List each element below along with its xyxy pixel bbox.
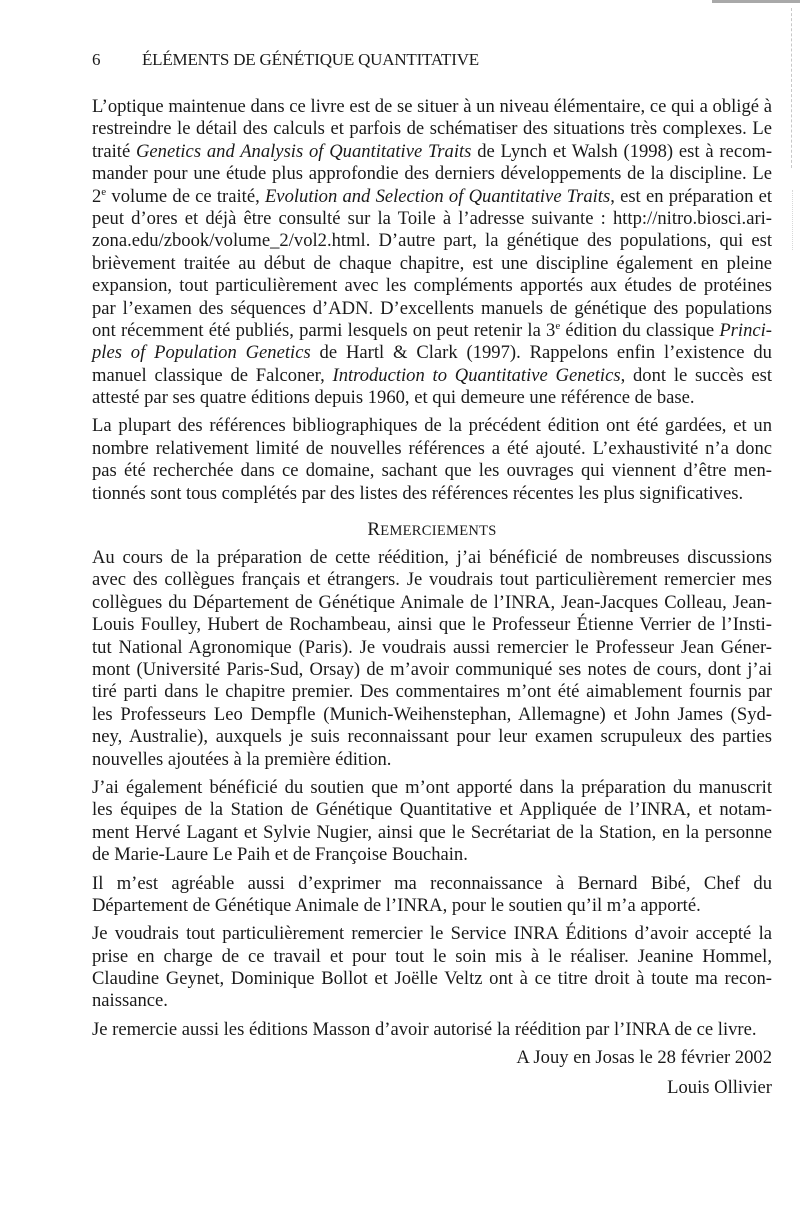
text-line: pas été recherchée dans ce domaine, sachant que les ouvrages qui viennent d’être men-	[92, 460, 772, 482]
text-line: J’ai également bénéficié du soutien que m’ont apporté dans la préparation du manuscrit	[92, 776, 772, 798]
text-line: les équipes de la Station de Génétique Quantitative et Appliquée de l’INRA, et notam-	[92, 799, 772, 821]
page-body	[92, 96, 772, 1099]
text-line: Il m’est agréable aussi d’exprimer ma reconnaissance à Bernard Bibé, Chef du	[92, 872, 772, 894]
scan-edge-bar	[712, 0, 800, 3]
text-line: nombre relativement limité de nouvelles références a été ajouté. L’exhaustivité n’a donc	[92, 437, 772, 459]
text-line: zona.edu/zbook/volume_2/vol2.html. D’autre part, la génétique des populations, qui est	[92, 230, 772, 252]
paragraph	[92, 415, 772, 505]
text-line: les Professeurs Leo Dempfle (Munich-Weihenstephan, Allemagne) et John James (Syd-	[92, 703, 772, 725]
signature-block	[92, 1047, 772, 1099]
text-line: Je remercie aussi les éditions Masson d’avoir autorisé la réédition par l’INRA de ce livre.	[92, 1018, 757, 1040]
text-line: mont (Université Paris-Sud, Orsay) de m’avoir communiqué ses notes de cours, dont j’ai	[92, 658, 772, 680]
italic-title: Princi-	[719, 319, 772, 341]
text-line: tut National Agronomique (Paris). Je voudrais aussi remercier le Professeur Jean Géner-	[92, 636, 772, 658]
text-line: nouvelles ajoutées à la première édition.	[92, 748, 392, 770]
thanks-section	[92, 547, 772, 1041]
italic-title: Introduction to Quantitative Genetics	[332, 364, 621, 386]
text-line: Claudine Geynet, Dominique Bollot et Joëlle Veltz ont à ce titre droit à toute ma recon-	[92, 968, 772, 990]
text-line: peut d’ores et déjà être consulté sur la Toile à l’adresse suivante : http://nitro.biosci.ari-	[92, 207, 772, 229]
paragraph	[92, 777, 772, 867]
text-line: manuel classique de Falconer, Introduction to Quantitative Genetics, dont le succès est	[92, 364, 772, 386]
text-line: ont récemment été publiés, parmi lesquels on peut retenir la 3e édition du classique Princi-	[92, 319, 772, 341]
text-line: traité Genetics and Analysis of Quantitative Traits de Lynch et Walsh (1998) est à recom-	[92, 140, 773, 162]
italic-title: Evolution and Selection of Quantitative Traits	[264, 185, 611, 207]
text-line: ples of Population Genetics de Hartl & Clark (1997). Rappelons enfin l’existence du	[92, 342, 772, 364]
text-line: brièvement traitée au début de chaque chapitre, est une discipline également en pleine	[92, 252, 772, 274]
italic-title: ples of Population Genetics	[92, 342, 311, 364]
running-head	[92, 50, 479, 70]
text-line: La plupart des références bibliographiques de la précédent édition ont été gardées, et un	[92, 415, 772, 437]
text-line: attesté par ses quatre éditions depuis 1960, et qui demeure une référence de base.	[92, 387, 695, 409]
page-number: 6	[92, 50, 101, 69]
running-head-title: ÉLÉMENTS DE GÉNÉTIQUE QUANTITATIVE	[142, 50, 479, 69]
superscript: e	[555, 319, 561, 332]
text-line: tionnés sont tous complétés par des listes des références récentes les plus significatives.	[92, 482, 744, 504]
text-line: Au cours de la préparation de cette réédition, j’ai bénéficié de nombreuses discussions	[92, 547, 772, 569]
text-line: expansion, tout particulièrement avec les compléments apportés aux études de protéines	[92, 275, 772, 297]
section-title-remerciements: REMERCIEMENTS	[367, 519, 497, 541]
text-line: de Marie-Laure Le Paih et de Françoise Bouchain.	[92, 844, 468, 866]
signature-author: Louis Ollivier	[667, 1076, 772, 1098]
text-line: Louis Foulley, Hubert de Rochambeau, ainsi que le Professeur Étienne Verrier de l’Insti-	[92, 614, 772, 636]
text-line: naissance.	[92, 990, 168, 1012]
text-line: restreindre le détail des calculs et parfois de schématiser des situations très complexes. Le	[92, 118, 772, 140]
signature-place-date: A Jouy en Josas le 28 février 2002	[516, 1047, 772, 1069]
paragraph	[92, 873, 772, 918]
text-line: prise en charge de ce travail et pour tout le soin mis à le réaliser. Jeanine Hommel,	[92, 945, 772, 967]
intro-section	[92, 96, 772, 505]
text-line: tiré parti dans le chapitre premier. Des commentaires m’ont été aimablement fournis par	[92, 681, 772, 703]
paragraph	[92, 547, 772, 771]
text-line: par l’examen des séquences d’ADN. D’excellents manuels de génétique des populations	[92, 297, 772, 319]
text-line: Je voudrais tout particulièrement remercier le Service INRA Éditions d’avoir accepté la	[92, 923, 772, 945]
paragraph	[92, 923, 772, 1013]
scan-edge-artifact	[791, 8, 792, 168]
text-line: avec des collègues français et étrangers. Je voudrais tout particulièrement remercier mes	[92, 569, 772, 591]
text-line: mander pour une étude plus approfondie des derniers développements de la discipline. Le	[92, 163, 772, 185]
text-line: ment Hervé Lagant et Sylvie Nugier, ainsi que le Secrétariat de la Station, en la personne	[92, 821, 772, 843]
superscript: e	[101, 185, 107, 198]
text-line: L’optique maintenue dans ce livre est de se situer à un niveau élémentaire, ce qui a obligé à	[92, 96, 772, 117]
italic-title: Genetics and Analysis of Quantitative Traits	[136, 140, 472, 162]
text-line: ney, Australie), auxquels je suis reconnaissant pour leur examen scrupuleux des parties	[92, 726, 772, 748]
text-line: Département de Génétique Animale de l’INRA, pour le soutien qu’il m’a apporté.	[92, 894, 701, 916]
text-line: 2e volume de ce traité, Evolution and Selection of Quantitative Traits, est en préparation et	[92, 185, 773, 207]
scan-edge-artifact	[792, 190, 793, 250]
text-line: collègues du Département de Génétique Animale de l’INRA, Jean-Jacques Colleau, Jean-	[92, 591, 772, 613]
paragraph	[92, 1019, 772, 1041]
paragraph	[92, 96, 772, 409]
